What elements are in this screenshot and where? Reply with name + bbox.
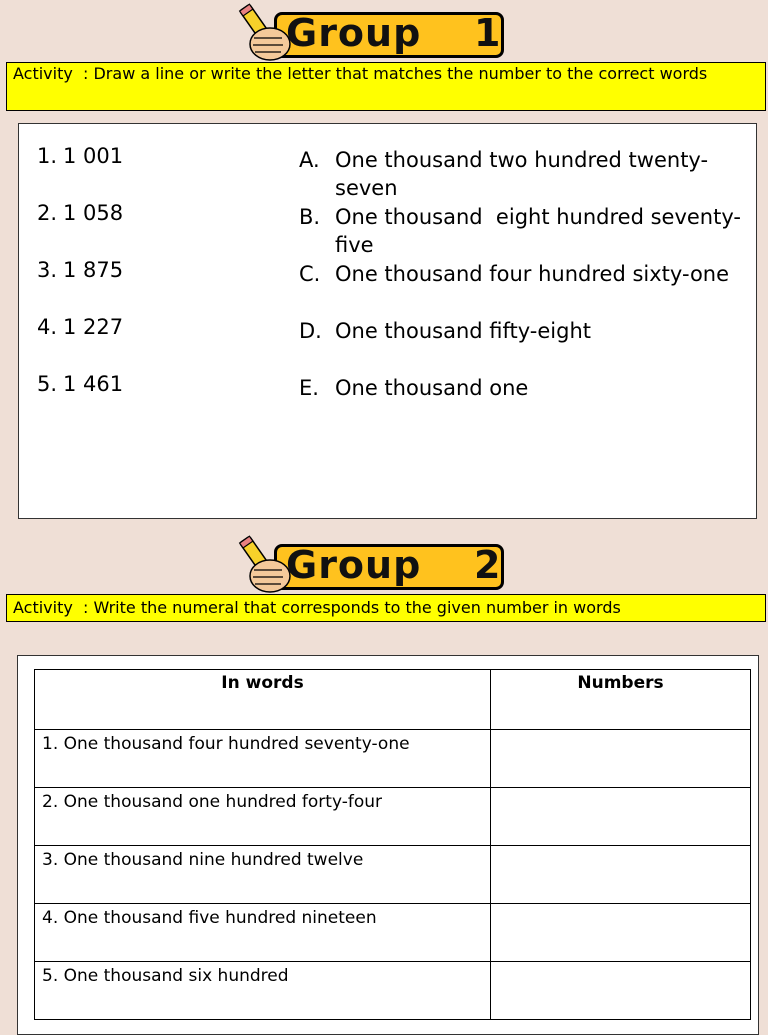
word-text: One thousand one (335, 376, 529, 400)
numbers-answer-cell[interactable] (491, 730, 751, 788)
number-index: 5. (37, 372, 58, 396)
number-index: 4. (37, 315, 58, 339)
number-index: 1. (37, 144, 58, 168)
word-item (299, 317, 749, 374)
numbers-answer-cell[interactable] (491, 846, 751, 904)
word-item (299, 260, 749, 317)
word-item (299, 146, 749, 203)
numbers-answer-cell[interactable] (491, 904, 751, 962)
number-value: 1 875 (63, 258, 124, 282)
number-index: 3. (37, 258, 58, 282)
table-row (35, 904, 751, 962)
group-1-banner (236, 0, 526, 66)
word-item (299, 374, 749, 431)
number-item (37, 313, 123, 370)
number-item (37, 199, 123, 256)
words-cell: 5. One thousand six hundred (35, 962, 491, 1020)
activity-label: Activity : (13, 598, 94, 617)
word-letter: E. (299, 376, 319, 400)
matching-panel (18, 123, 757, 519)
word-letter: B. (299, 205, 321, 229)
number-value: 1 227 (63, 315, 124, 339)
table-row (35, 788, 751, 846)
group-2-banner (236, 532, 526, 598)
words-cell: 2. One thousand one hundred forty-four (35, 788, 491, 846)
word-letter: D. (299, 319, 322, 343)
numbers-answer-cell[interactable] (491, 788, 751, 846)
header-numbers: Numbers (491, 670, 751, 730)
word-item (299, 203, 749, 260)
words-cell: 4. One thousand five hundred nineteen (35, 904, 491, 962)
group-2-title: Group (286, 543, 422, 587)
word-text: One thousand eight hundred seventy-five (335, 205, 741, 257)
number-list (37, 142, 123, 427)
group-1-activity-bar (6, 62, 766, 111)
words-cell: 3. One thousand nine hundred twelve (35, 846, 491, 904)
table-row (35, 846, 751, 904)
number-index: 2. (37, 201, 58, 225)
activity-label: Activity : (13, 64, 94, 83)
words-table (34, 669, 751, 1020)
number-item (37, 142, 123, 199)
word-text: One thousand four hundred sixty-one (335, 262, 730, 286)
group-2-activity-bar (6, 594, 766, 622)
table-row (35, 962, 751, 1020)
header-in-words: In words (35, 670, 491, 730)
numeral-panel (17, 655, 759, 1035)
word-letter: A. (299, 148, 320, 172)
words-list (299, 146, 749, 431)
activity-instruction: Draw a line or write the letter that matches the number to the correct words (93, 64, 708, 83)
word-text: One thousand fifty-eight (335, 319, 592, 343)
activity-instruction: Write the numeral that corresponds to the given number in words (93, 598, 621, 617)
numbers-answer-cell[interactable] (491, 962, 751, 1020)
group-1-number: 1 (474, 11, 501, 55)
number-item (37, 370, 123, 427)
words-cell: 1. One thousand four hundred seventy-one (35, 730, 491, 788)
group-1-title: Group (286, 11, 422, 55)
table-row (35, 730, 751, 788)
group-2-number: 2 (474, 543, 501, 587)
number-value: 1 001 (63, 144, 124, 168)
number-value: 1 058 (63, 201, 124, 225)
number-item (37, 256, 123, 313)
table-header-row (35, 670, 751, 730)
word-letter: C. (299, 262, 321, 286)
number-value: 1 461 (63, 372, 124, 396)
word-text: One thousand two hundred twenty-seven (335, 148, 709, 200)
